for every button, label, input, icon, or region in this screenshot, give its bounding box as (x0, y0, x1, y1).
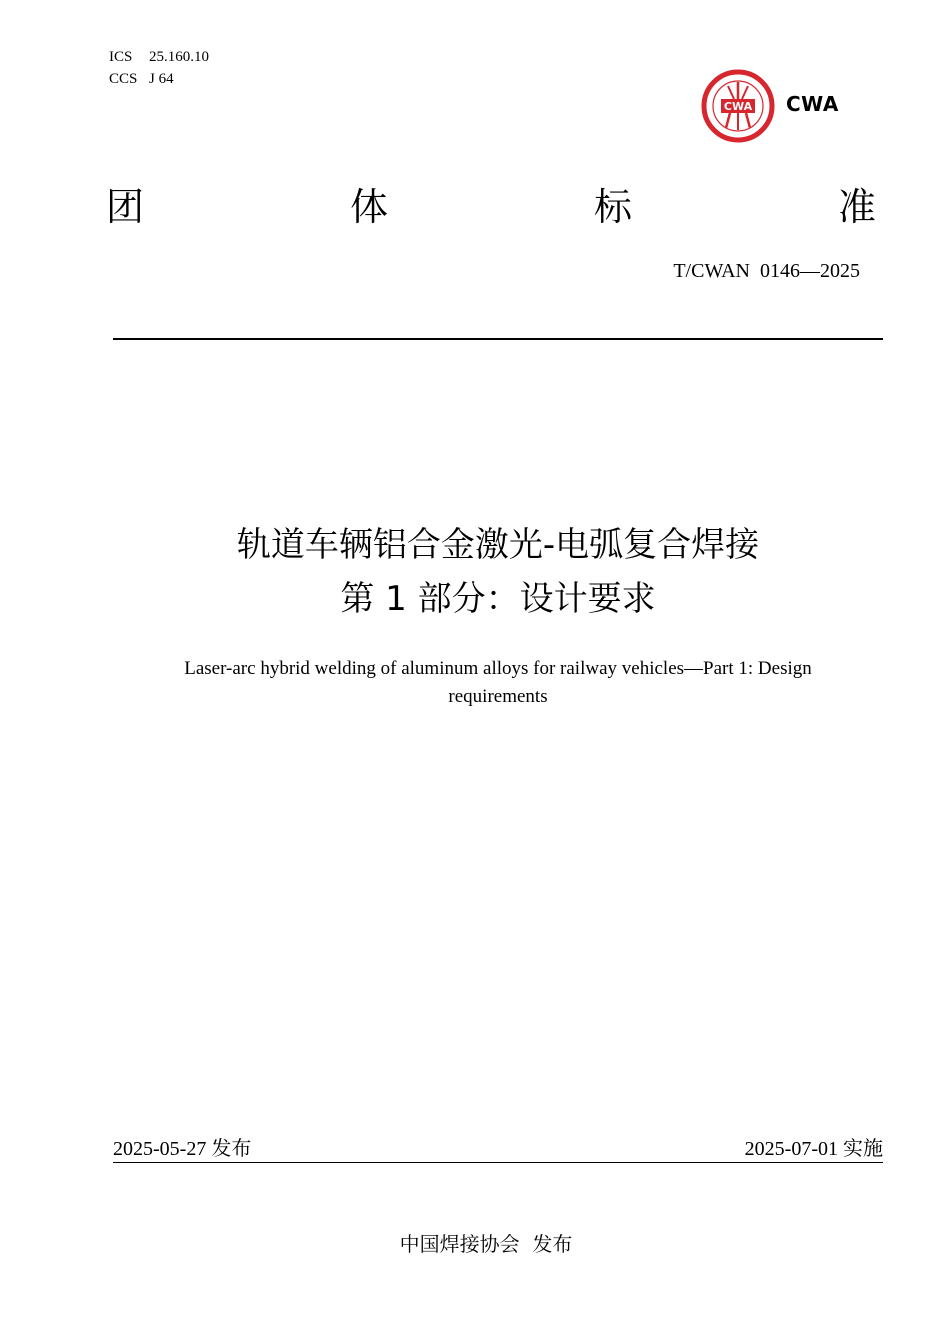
english-title-line-2: requirements (448, 686, 548, 707)
svg-text:CWA: CWA (723, 100, 753, 113)
ccs-label: CCS (109, 71, 138, 87)
chinese-title-line-1: 轨道车辆铝合金激光-电弧复合焊接 (236, 525, 760, 565)
standard-type-char: 体 (349, 185, 388, 229)
bottom-divider (113, 1162, 883, 1163)
standard-number: T/CWAN 0146—2025 (673, 260, 860, 282)
logo-text: CWA (786, 92, 839, 116)
ccs-value: J 64 (149, 71, 174, 87)
standard-type-heading (106, 180, 876, 234)
standard-type-char: 团 (106, 185, 145, 229)
implementation-date: 2025-07-01 实施 (744, 1138, 883, 1160)
chinese-title (0, 518, 950, 626)
english-title-line-1: Laser-arc hybrid welding of aluminum alloys for railway vehicles—Part 1: Design (184, 658, 812, 679)
ics-value: 25.160.10 (149, 49, 209, 65)
publisher: 中国焊接协会 发布 (399, 1232, 573, 1256)
ics-label: ICS (109, 49, 133, 65)
top-divider (113, 338, 883, 340)
standard-type-char: 准 (837, 185, 876, 229)
standard-type-char: 标 (593, 185, 632, 229)
english-title (113, 655, 883, 711)
classification-codes (109, 46, 209, 90)
issue-date: 2025-05-27 发布 (113, 1138, 252, 1160)
ics-line (109, 46, 209, 68)
chinese-title-line-2: 第 1 部分：设计要求 (340, 579, 656, 619)
ccs-line (109, 68, 209, 90)
